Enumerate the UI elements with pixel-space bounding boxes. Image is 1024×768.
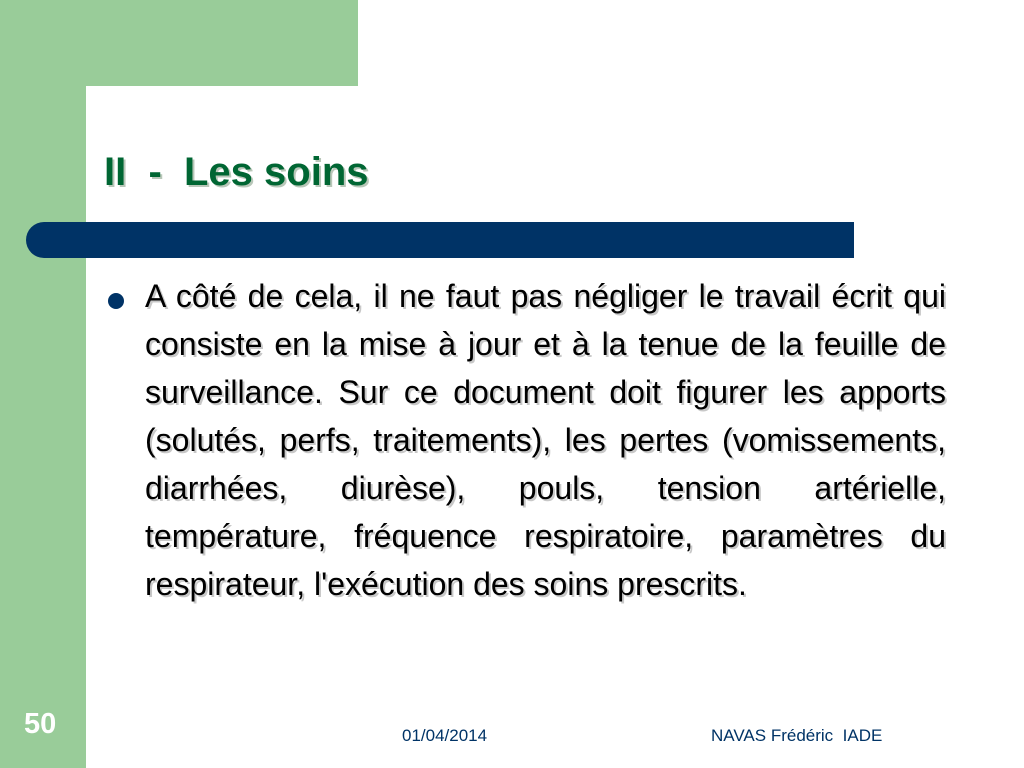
footer-author: NAVAS Frédéric IADE	[711, 726, 883, 745]
slide-number: 50	[24, 708, 57, 740]
decorative-green-band-left	[0, 0, 86, 768]
title-underline-bar	[26, 222, 854, 258]
footer-date: 01/04/2014	[402, 726, 488, 745]
slide-title: II - Les soins	[104, 150, 369, 194]
bullet-dot-icon	[108, 293, 124, 309]
bullet-text: A côté de cela, il ne faut pas négliger le travail écrit qui consiste en la mise à jour et à la tenue de la feuille de surveillance. Sur ce document doit figurer les apports (solutés, perfs, traitements), les pertes (vomissements, diarrhées, diurèse), pouls, tension artérielle, température, fréquence respiratoire, paramètres du respirateur, l'exécution des soins prescrits.	[145, 278, 946, 602]
